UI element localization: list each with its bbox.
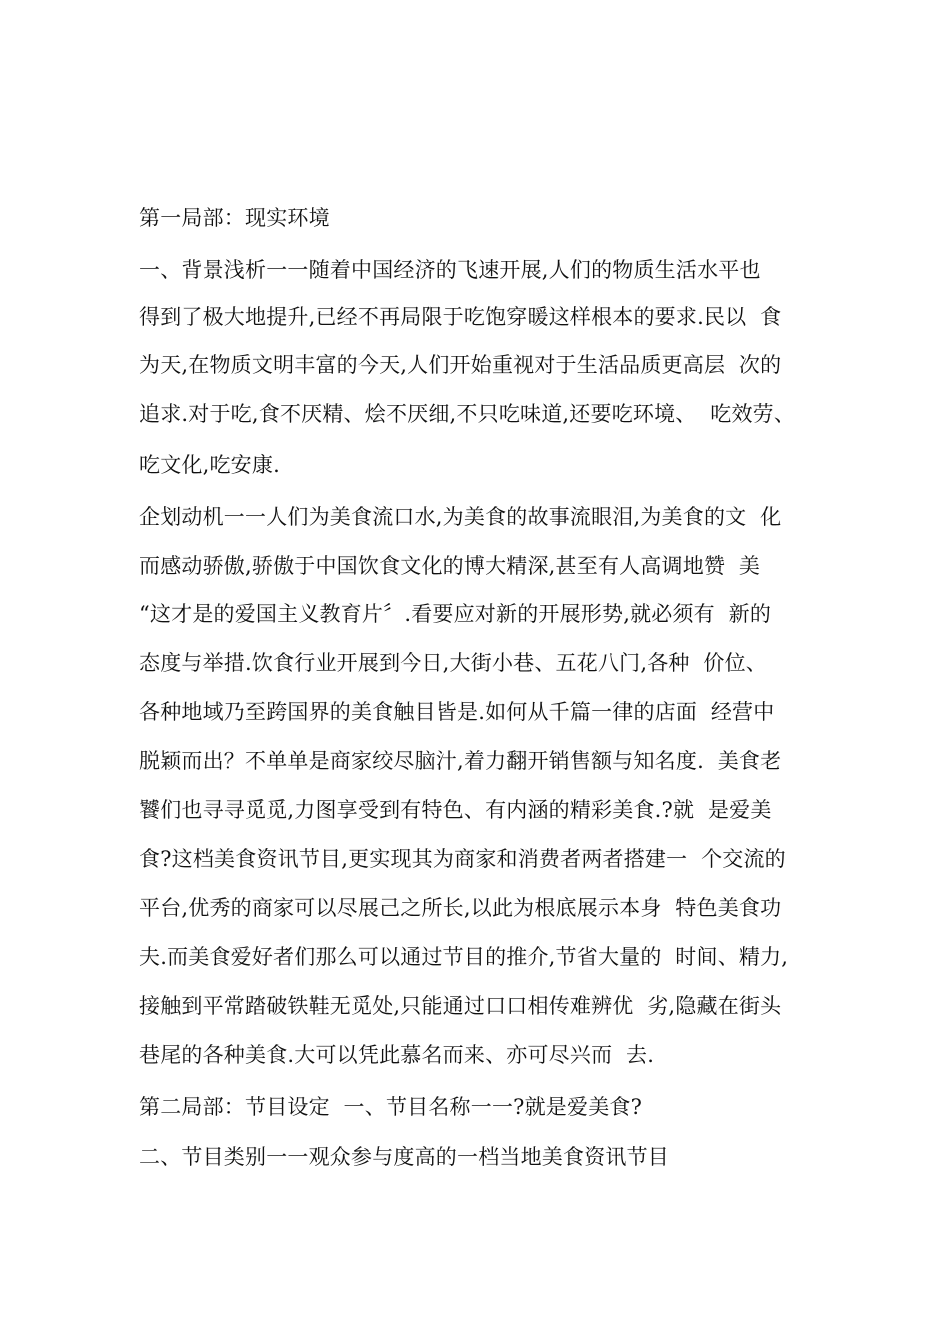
paragraph-line: 为天,在物质文明丰富的今天,人们开始重视对于生活品质更高层 次的 bbox=[139, 353, 782, 377]
paragraph-line: 脱颖而出？不单单是商家绞尽脑汁,着力翻开销售额与知名度. 美食老 bbox=[139, 749, 782, 773]
paragraph-line: 夫.而美食爱好者们那么可以通过节目的推介,节省大量的 时间、精力, bbox=[139, 945, 789, 969]
paragraph-line: 态度与举措.饮食行业开展到今日,大街小巷、五花八门,各种 价位、 bbox=[139, 651, 767, 675]
paragraph-line: 饕们也寻寻觅觅,力图享受到有特色、有内涵的精彩美食.?就 是爱美 bbox=[139, 798, 772, 822]
paragraph-line: 吃文化,吃安康. bbox=[139, 453, 280, 477]
paragraph-line: 各种地域乃至跨国界的美食触目皆是.如何从千篇一律的店面 经营中 bbox=[139, 700, 775, 724]
paragraph-line: 接触到平常踏破铁鞋无觅处,只能通过口口相传难辨优 劣,隐藏在街头 bbox=[139, 994, 782, 1018]
paragraph-line: 巷尾的各种美食.大可以凭此慕名而来、亦可尽兴而 去. bbox=[139, 1043, 655, 1067]
paragraph-line: 得到了极大地提升,已经不再局限于吃饱穿暖这样根本的要求.民以 食 bbox=[139, 305, 782, 329]
paragraph-line: “这才是的爱国主义教育片〞.看要应对新的开展形势,就必须有 新的 bbox=[139, 602, 772, 626]
paragraph-line: 追求.对于吃,食不厌精、烩不厌细,不只吃味道,还要吃环境、 吃效劳、 bbox=[139, 402, 796, 426]
section-heading-2: 第二局部：节目设定 一、节目名称一一?就是爱美食? bbox=[139, 1095, 643, 1119]
section-heading-1: 第一局部：现实环境 bbox=[139, 206, 330, 230]
paragraph-line: 而感动骄傲,骄傲于中国饮食文化的博大精深,甚至有人高调地赞 美 bbox=[139, 554, 761, 578]
paragraph-line: 企划动机一一人们为美食流口水,为美食的故事流眼泪,为美食的文 化 bbox=[139, 505, 782, 529]
paragraph-line: 平台,优秀的商家可以尽展己之所长,以此为根底展示本身 特色美食功 bbox=[139, 896, 782, 920]
paragraph-line: 食?这档美食资讯节目,更实现其为商家和消费者两者搭建一 个交流的 bbox=[139, 847, 786, 871]
paragraph-line: 二、节目类别一一观众参与度高的一档当地美食资讯节目 bbox=[139, 1145, 669, 1169]
paragraph-line: 一、背景浅析一一随着中国经济的飞速开展,人们的物质生活水平也 bbox=[139, 258, 761, 282]
